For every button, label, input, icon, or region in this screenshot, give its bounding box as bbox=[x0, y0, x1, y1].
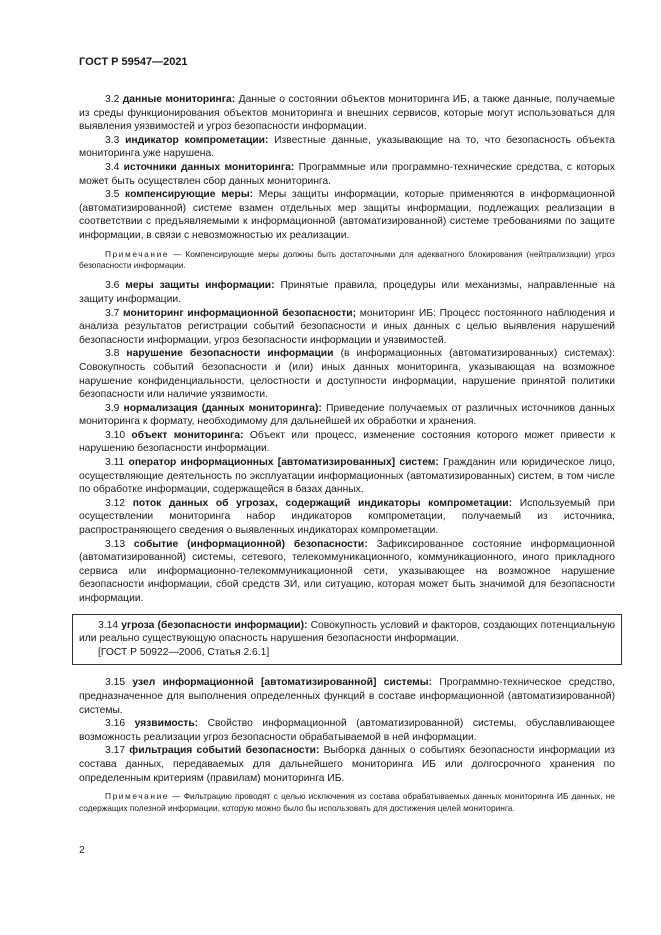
definitions-group-2 bbox=[79, 279, 615, 605]
definition-number: 3.17 bbox=[105, 745, 126, 757]
definition-term: уязвимость: bbox=[134, 718, 199, 730]
definition-text: Совокупность условий и факторов, создающих потенциальную или реально существующую опасность нарушения безопасности информации. bbox=[79, 619, 615, 645]
definition-text: Гражданин или юридическое лицо, осуществляющие деятельность по эксплуатации информационных (автоматизированных) систем, в том числе по обработке информации, содержащейся в базах данных. bbox=[79, 457, 615, 496]
definition-term: узел информационной [автоматизированной] системы: bbox=[132, 677, 433, 689]
note-text: — Компенсирующие меры должны быть достаточными для адекватного блокирования (нейтрализации) угроз безопасности информации. bbox=[79, 248, 615, 270]
definition-item bbox=[79, 161, 615, 188]
definition-text: Свойство информационной (автоматизированной) системы, обуславливающее возможность реализации угроз безопасности обрабатываемой в ней информации. bbox=[79, 718, 615, 743]
definition-term: данные мониторинга: bbox=[122, 94, 236, 105]
definition-text: Данные о состоянии объектов мониторинга ИБ, а также данные, получаемые из среды функционирования объектов мониторинга и внешних сервисов, которые могут использоваться для выявления уязвимостей и угроз безопасности информации. bbox=[79, 94, 615, 133]
definition-item bbox=[79, 676, 615, 717]
definition-text: Объект или процесс, изменение состояния которого может привести к нарушению безопасности информации. bbox=[79, 429, 615, 455]
definition-number: 3.5 bbox=[105, 189, 120, 201]
definition-number: 3.8 bbox=[105, 348, 120, 360]
definition-item bbox=[79, 619, 615, 646]
definition-term: поток данных об угрозах, содержащий индикаторы компрометации: bbox=[132, 497, 513, 509]
definition-text: (в информационных (автоматизированных) системах): Совокупность событий безопасности и (или) иных данных мониторинга, указывающая на возможное нарушение конфиденциальности, целостности и доступности информации, нарушение принятой политики безопасности или наличие уязвимости. bbox=[79, 348, 615, 401]
definition-term: нарушение безопасности информации bbox=[126, 348, 334, 360]
definition-term: фильтрация событий безопасности: bbox=[129, 745, 320, 757]
definition-item bbox=[79, 456, 615, 497]
definition-number: 3.3 bbox=[105, 134, 120, 146]
definition-text: Принятые правила, процедуры или механизмы, направленные на защиту информации. bbox=[79, 280, 615, 305]
definition-term: индикатор компрометации: bbox=[125, 134, 269, 146]
definition-item bbox=[79, 429, 615, 456]
definition-term: событие (информационной) безопасности: bbox=[133, 538, 368, 550]
definition-number: 3.11 bbox=[105, 457, 125, 469]
page-number: 2 bbox=[79, 844, 85, 856]
note-label: Примечание bbox=[105, 791, 170, 802]
note-1 bbox=[79, 249, 615, 272]
definition-item bbox=[79, 402, 615, 429]
definition-term: объект мониторинга: bbox=[131, 429, 244, 441]
definition-number: 3.9 bbox=[105, 402, 120, 414]
definition-number: 3.6 bbox=[105, 280, 120, 292]
definition-item bbox=[79, 744, 615, 785]
definition-text: Приведение получаемых от различных источников данных мониторинга к формату, необходимому для дальнейшей их обработки и хранения. bbox=[79, 402, 615, 428]
reference-citation: [ГОСТ Р 50922—2006, Статья 2.6.1] bbox=[98, 646, 270, 658]
note-label: Примечание bbox=[105, 248, 170, 259]
definition-item bbox=[79, 307, 615, 348]
definition-text: Известные данные, указывающие на то, что безопасность объекта мониторинга уже нарушена. bbox=[79, 134, 615, 160]
definitions-group-3 bbox=[79, 676, 615, 785]
definition-number: 3.2 bbox=[105, 94, 120, 105]
definition-term: мониторинг информационной безопасности; bbox=[123, 307, 357, 319]
definition-number: 3.15 bbox=[105, 677, 126, 689]
definition-number: 3.10 bbox=[105, 429, 126, 441]
definition-term: оператор информационных [автоматизированных] систем: bbox=[128, 457, 439, 469]
document-header: ГОСТ Р 59547—2021 bbox=[79, 56, 188, 68]
definition-number: 3.12 bbox=[105, 497, 126, 509]
definition-text: Программные или программно-технические средства, с которых может быть осуществлен сбор данных мониторинга. bbox=[79, 161, 615, 187]
document-body bbox=[79, 93, 615, 822]
definitions-group-1 bbox=[79, 93, 615, 243]
definition-item bbox=[79, 717, 615, 744]
definition-text: Программно-техническое средство, предназначенное для выполнения определенных функций в составе информационной (автоматизированной) системы. bbox=[79, 677, 615, 716]
definition-number: 3.14 bbox=[98, 619, 119, 631]
definition-item bbox=[79, 134, 615, 161]
definition-term: компенсирующие меры: bbox=[125, 189, 254, 201]
definition-term: источники данных мониторинга: bbox=[123, 161, 295, 173]
definition-number: 3.4 bbox=[105, 161, 120, 173]
note-text: — Фильтрацию проводят с целью исключения из состава обрабатываемых данных мониторинга ИБ данных, не содержащих полезной информации, которую можно было бы использовать для достижения целей мониторинга. bbox=[79, 791, 615, 813]
definition-text: Используемый при осуществлении мониторинга набор индикаторов компрометации, получаемый из источника, распространяющего сведения о выявленных индикаторах компрометации. bbox=[79, 497, 615, 537]
definition-text: Меры защиты информации, которые применяются в информационной (автоматизированной) системе взамен отдельных мер защиты информации, подлежащих реализации в соответствии с предъявляемыми к информационной (автоматизированной) системе требованиями по защите информации, в связи с невозможностью их реализации. bbox=[79, 189, 615, 241]
definition-item bbox=[79, 188, 615, 242]
definition-text: Зафиксированное состояние информационной (автоматизированной) системы, сетевого, телекоммуникационного, коммуникационного, иного прикладного сервиса или информационно-телекоммуникационной сети, указывающее на возможное нарушение безопасности информации, сбой средств ЗИ, или ситуацию, которая может быть значимой для безопасности информации. bbox=[79, 538, 615, 604]
definition-item bbox=[79, 279, 615, 306]
definition-item bbox=[79, 93, 615, 134]
definition-term: меры защиты информации: bbox=[125, 280, 275, 292]
boxed-definition bbox=[72, 614, 622, 666]
definition-item bbox=[79, 497, 615, 538]
definition-number: 3.16 bbox=[105, 718, 126, 730]
definition-item bbox=[79, 538, 615, 606]
definition-text: Выборка данных о событиях безопасности информации из состава данных, передаваемых для дальнейшего мониторинга ИБ или долгосрочного хранения по определенным критериям (правилам) мониторинга ИБ. bbox=[79, 745, 615, 784]
definition-number: 3.13 bbox=[105, 538, 126, 550]
note-2 bbox=[79, 791, 615, 814]
definition-item bbox=[79, 347, 615, 401]
definition-text: мониторинг ИБ: Процесс постоянного наблюдения и анализа результатов регистрации событий безопасности и иных данных с целью выявления нарушений безопасности информации, угроз безопасности информации и уязвимостей. bbox=[79, 307, 615, 346]
definition-term: нормализация (данных мониторинга): bbox=[123, 402, 322, 414]
definition-number: 3.7 bbox=[105, 307, 120, 319]
definition-term: угроза (безопасности информации): bbox=[121, 619, 308, 631]
